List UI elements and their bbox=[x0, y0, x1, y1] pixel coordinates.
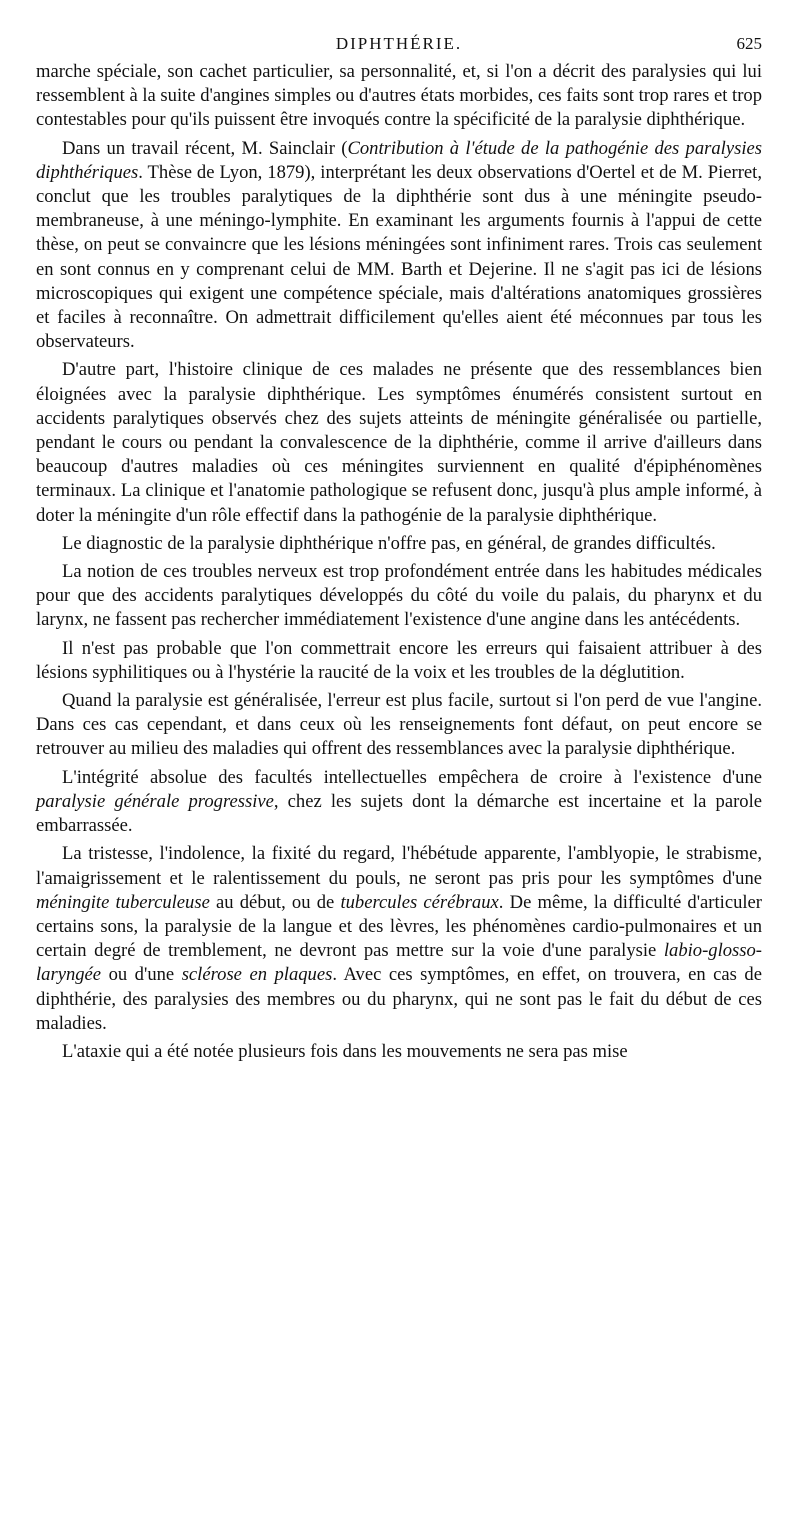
text-segment: Dans un travail récent, M. Sainclair ( bbox=[62, 137, 348, 159]
text-segment: marche spéciale, son cachet particulier, sa personnalité, et, si l'on a décrit des paralysies qui lui ressemblent à la suite d'angines simples ou d'autres états morbides, ces faits sont trop rares et trop contestables pour qu'ils puissent être invoqués contre la spécificité de la paralysie diphthérique. bbox=[36, 61, 762, 131]
text-segment: La tristesse, l'indolence, la fixité du regard, l'hébétude apparente, l'amblyopie, le strabisme, l'amaigrissement et le ralentissement du pouls, ne seront pas pris pour les symptômes d'une bbox=[36, 843, 762, 889]
italic-text: Contribution à l'étude de la pathogénie des paralysies diphthériques bbox=[36, 137, 762, 183]
text-segment: L'intégrité absolue des facultés intellectuelles empêchera de croire à l'existence d'une bbox=[62, 766, 762, 788]
text-segment: D'autre part, l'histoire clinique de ces malades ne présente que des ressemblances bien éloignées avec la paralysie diphthérique. Les symptômes énumérés consistent surtout en accidents paralytiques observés chez des sujets atteints de méningite généralisée ou partielle, pendant le cours ou pendant la convalescence de la diphthérie, comme il arrive d'ailleurs dans beaucoup d'autres maladies où ces méningites surviennent en qualité d'épiphénomènes terminaux. La clinique et l'anatomie pathologique se refusent donc, jusqu'à plus ample informé, à doter la méningite d'un rôle effectif dans la pathogénie de la paralysie diphthérique. bbox=[36, 359, 762, 526]
paragraph-p3 bbox=[36, 358, 762, 527]
paragraph-p7 bbox=[36, 689, 762, 762]
italic-text: tubercules cérébraux bbox=[340, 891, 499, 913]
text-segment: . Avec ces symptômes, en effet, on trouvera, en cas de diphthérie, des paralysies des membres ou du pharynx, qui ne sont pas le fait du début de ces maladies. bbox=[36, 964, 762, 1034]
text-segment: Quand la paralysie est généralisée, l'erreur est plus facile, surtout si l'on perd de vue l'angine. Dans ces cas cependant, et dans ceux où les renseignements font défaut, on peut encore se retrouver au milieu des maladies qui offrent des ressemblances avec la paralysie diphthérique. bbox=[36, 690, 762, 760]
italic-text: méningite tuberculeuse bbox=[36, 891, 210, 913]
italic-text: paralysie générale progressive bbox=[36, 790, 274, 812]
text-segment: . Thèse de Lyon, 1879), interprétant les deux observations d'Oertel et de M. Pierret, conclut que les troubles paralytiques de la diphthérie sont dus à une méningite pseudo-membraneuse, à une méningo-lymphite. En examinant les arguments fournis à l'appui de cette thèse, on peut se convaincre que les lésions méningées sont infiniment rares. Trois cas seulement en sont connus en y comprenant celui de MM. Barth et Dejerine. Il ne s'agit pas ici de lésions microscopiques qui exigent une compétence spéciale, mais d'altérations anatomiques grossières et faciles à reconnaître. On admettrait difficilement qu'elles aient été méconnues par tous les observateurs. bbox=[36, 161, 762, 353]
paragraph-p6 bbox=[36, 637, 762, 685]
paragraph-p9 bbox=[36, 842, 762, 1036]
paragraph-p2 bbox=[36, 137, 762, 355]
paragraph-p1 bbox=[36, 60, 762, 133]
text-segment: . De même, la difficulté d'articuler certains sons, la paralysie de la langue et des lèvres, les phénomènes cardio-pulmonaires et un certain degré de tremblement, ne devront pas mettre sur la voie d'une paralysie bbox=[36, 891, 762, 962]
text-segment: Le diagnostic de la paralysie diphthérique n'offre pas, en général, de grandes difficultés. bbox=[62, 532, 716, 554]
paragraph-p4 bbox=[36, 532, 762, 556]
paragraph-p8 bbox=[36, 766, 762, 839]
paragraph-p10 bbox=[36, 1040, 762, 1064]
text-segment: ou d'une bbox=[101, 964, 182, 986]
italic-text: sclérose en plaques bbox=[181, 964, 333, 986]
paragraph-p5 bbox=[36, 560, 762, 633]
italic-text: labio-glosso-laryngée bbox=[36, 940, 762, 986]
text-segment: au début, ou de bbox=[209, 891, 341, 913]
text-segment: La notion de ces troubles nerveux est trop profondément entrée dans les habitudes médicales pour que des accidents paralytiques développés du côté du voile du palais, du pharynx et du larynx, ne fassent pas rechercher immédiatement l'existence d'une angine dans les antécédents. bbox=[36, 561, 762, 631]
text-segment: L'ataxie qui a été notée plusieurs fois dans les mouvements ne sera pas mise bbox=[62, 1040, 628, 1062]
text-segment: Il n'est pas probable que l'on commettrait encore les erreurs qui faisaient attribuer à des lésions syphilitiques ou à l'hystérie la raucité de la voix et les troubles de la déglutition. bbox=[36, 637, 762, 683]
text-segment: , chez les sujets dont la démarche est incertaine et la parole embarrassée. bbox=[36, 790, 762, 837]
body-text bbox=[36, 60, 762, 1064]
running-head bbox=[36, 30, 762, 60]
page-number: 625 bbox=[736, 34, 762, 53]
running-title: DIPHTHÉRIE. bbox=[335, 34, 463, 53]
